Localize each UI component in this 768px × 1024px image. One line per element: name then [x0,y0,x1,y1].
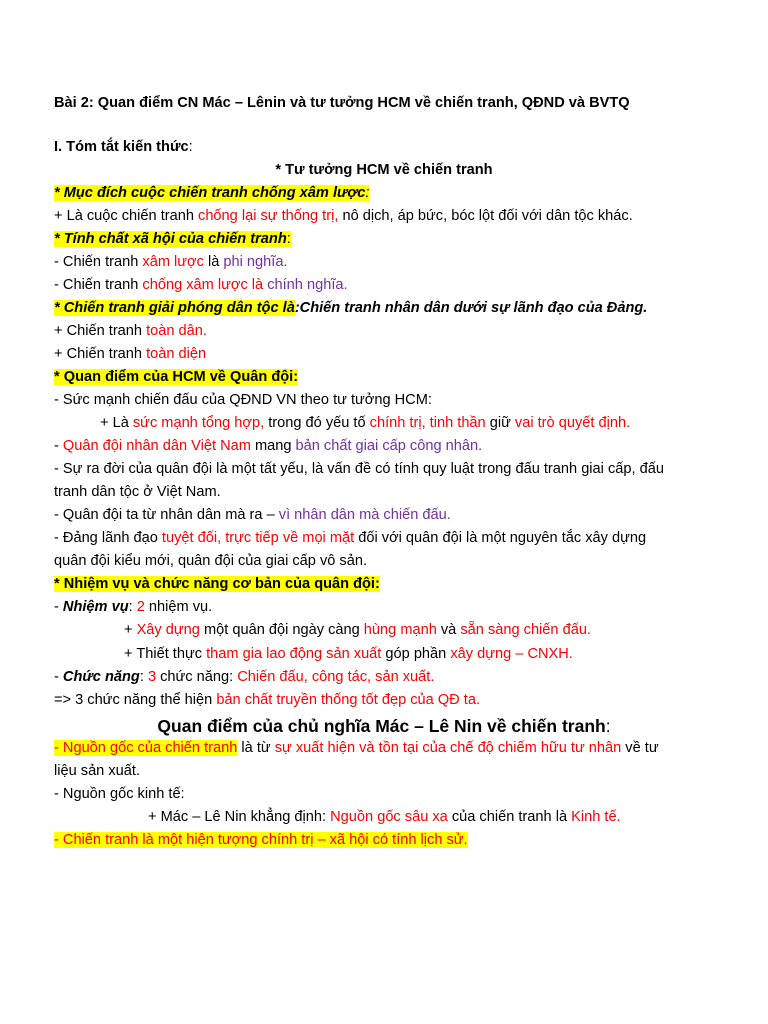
nature-line-1: - Chiến tranh xâm lược là phi nghĩa. [54,254,288,270]
liberation-line-2: + Chiến tranh toàn diện [54,346,207,362]
marxist-line-2: liệu sản xuất. [54,763,140,779]
tasks-line-3: + Thiết thực tham gia lao động sản xuất góp phần xây dựng – CNXH. [124,646,573,662]
section-colon: : [188,139,193,155]
section-heading [54,136,193,159]
hcm-war-heading: * Tư tưởng HCM về chiến tranh [275,162,493,178]
army-view-line-1: - Sức mạnh chiến đấu của QĐND VN theo tư tưởng HCM: [54,392,432,408]
purpose-line-1: + Là cuộc chiến tranh chống lại sự thống trị, nô dịch, áp bức, bóc lột đối với dân tộc khác. [54,208,633,224]
army-view-line-2: + Là sức mạnh tổng hợp, trong đó yếu tố chính trị, tinh thần giữ vai trò quyết định. [100,415,631,431]
liberation-line-1: + Chiến tranh toàn dân. [54,323,207,339]
marxist-line-4: + Mác – Lê Nin khẳng định: Nguồn gốc sâu xa của chiến tranh là Kinh tế. [148,809,621,825]
army-view-line-4: - Sự ra đời của quân đội là một tất yếu, là vấn đề có tính quy luật trong đấu tranh giai cấp, đấu [54,461,664,477]
tasks-line-1: - Nhiệm vụ: 2 nhiệm vụ. [54,599,213,615]
army-view-line-8: quân đội kiểu mới, quân đội của giai cấp vô sản. [54,553,367,569]
tasks-line-5: => 3 chức năng thể hiện bản chất truyền thống tốt đẹp của QĐ ta. [54,692,480,708]
nature-heading-text: * Tính chất xã hội của chiến tranh: [54,231,291,247]
purpose-heading [54,182,369,205]
army-view-line-7: - Đảng lãnh đạo tuyệt đối, trực tiếp về mọi mặt đối với quân đội là một nguyên tắc xây dựng [54,530,647,546]
army-view-heading: * Quan điểm của HCM về Quân đội: [54,369,299,385]
marxist-heading: Quan điểm của chủ nghĩa Mác – Lê Nin về chiến tranh: [157,716,611,736]
marxist-line-1: - Nguồn gốc của chiến tranh là từ sự xuất hiện và tồn tại của chế độ chiếm hữu tư nhân về tư [54,740,659,756]
tasks-heading: * Nhiệm vụ và chức năng cơ bản của quân đội: [54,576,380,592]
section-label: I. Tóm tắt kiến thức [54,139,189,155]
tasks-line-4: - Chức năng: 3 chức năng: Chiến đấu, công tác, sản xuất. [54,669,435,685]
tasks-line-2: + Xây dựng một quân đội ngày càng hùng mạnh và sẵn sàng chiến đấu. [124,622,591,638]
marxist-line-5: - Chiến tranh là một hiện tượng chính trị – xã hội có tính lịch sử. [54,832,468,848]
army-view-line-3: - Quân đội nhân dân Việt Nam mang bản chất giai cấp công nhân. [54,438,483,454]
page-title: Bài 2: Quan điểm CN Mác – Lênin và tư tưởng HCM về chiến tranh, QĐND và BVTQ [54,95,630,111]
nature-heading [54,228,291,251]
liberation-heading: * Chiến tranh giải phóng dân tộc là:Chiến tranh nhân dân dưới sự lãnh đạo của Đảng. [54,300,648,316]
army-view-line-5: tranh dân tộc ở Việt Nam. [54,484,221,500]
purpose-heading-text: * Mục đích cuộc chiến tranh chống xâm lược: [54,185,370,201]
marxist-line-3: - Nguồn gốc kinh tế: [54,786,185,802]
army-view-line-6: - Quân đội ta từ nhân dân mà ra – vì nhân dân mà chiến đấu. [54,507,451,523]
nature-line-2: - Chiến tranh chống xâm lược là chính nghĩa. [54,277,348,293]
